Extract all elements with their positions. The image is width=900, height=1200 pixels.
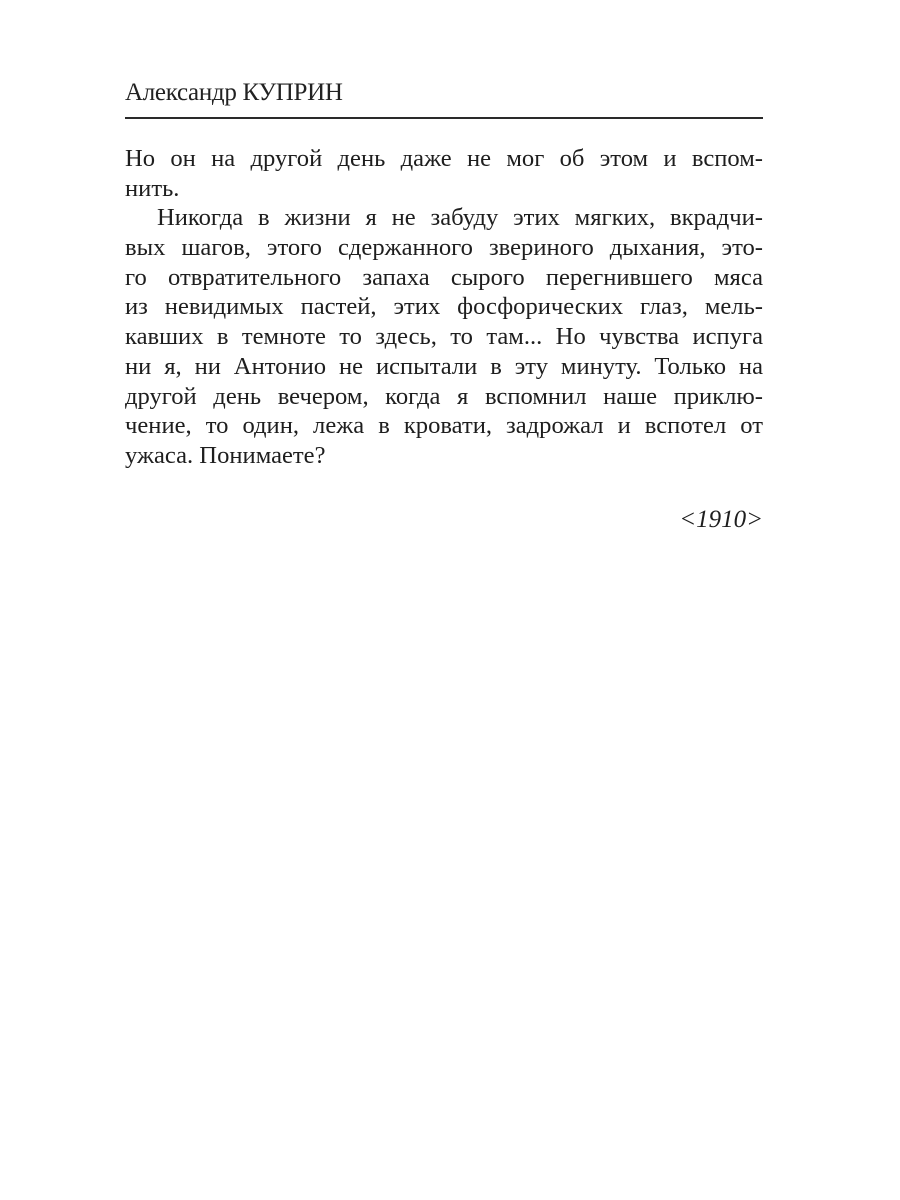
text-line: го отвратительного запаха сырого перегнившего мяса (125, 263, 763, 291)
text-line: нить. (125, 174, 180, 202)
date-signature: <1910> (679, 506, 763, 533)
body-text (125, 144, 763, 471)
text-line: из невидимых пастей, этих фосфорических глаз, мель- (125, 293, 763, 321)
paragraph-1 (125, 144, 763, 203)
text-line: ни я, ни Антонио не испытали в эту минуту. Только на (125, 352, 763, 380)
text-line: чение, то один, лежа в кровати, задрожал и вспотел от (125, 412, 763, 440)
text-line: Но он на другой день даже не мог об этом и вспом- (125, 145, 763, 172)
text-line: вых шагов, этого сдержанного звериного дыхания, это- (125, 234, 763, 262)
header-rule (125, 117, 763, 119)
text-line: кавших в темноте то здесь, то там... Но чувства испуга (125, 323, 763, 351)
text-line: ужаса. Понимаете? (125, 441, 326, 469)
running-head-author: Александр КУПРИН (125, 79, 343, 106)
text-line: другой день вечером, когда я вспомнил наше приклю- (125, 382, 763, 410)
text-line: Никогда в жизни я не забуду этих мягких, вкрадчи- (157, 204, 763, 232)
paragraph-2 (125, 203, 763, 470)
